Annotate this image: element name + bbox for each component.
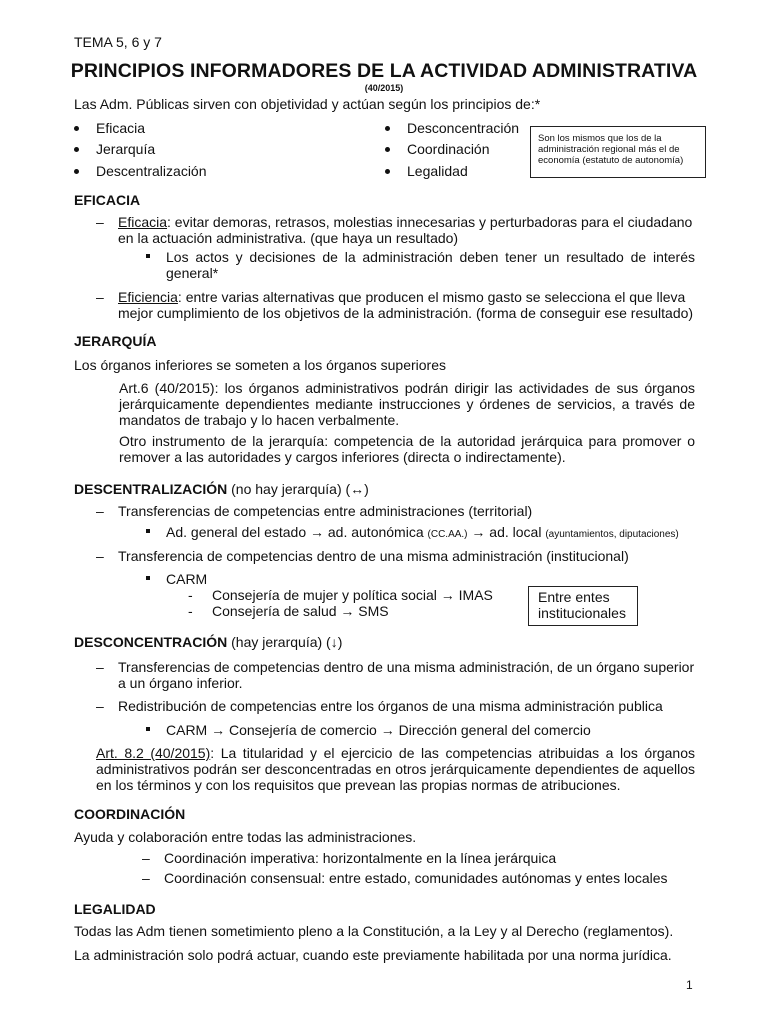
dash-marker: –: [142, 870, 150, 886]
list-item: – Eficiencia: entre varias alternativas que producen el mismo gasto se selecciona el que lleva mejor cumplimiento de los objetivos de la administración. (forma de conseguir ese resultado): [96, 289, 694, 321]
sub-sub-list-item: - Consejería de salud → SMS: [188, 603, 389, 619]
principle-item: Descentralización: [74, 163, 274, 179]
sub-list-item: CARM → Consejería de comercio → Dirección general del comercio: [146, 722, 695, 738]
section-heading-desconcentracion: DESCONCENTRACIÓN (hay jerarquía) (↓): [74, 634, 343, 650]
sub-list-item: CARM: [146, 571, 446, 587]
dash-marker: –: [96, 548, 104, 564]
square-bullet-icon: [146, 529, 150, 533]
principle-item: Eficacia: [74, 120, 274, 136]
section-heading-legalidad: LEGALIDAD: [74, 901, 156, 917]
list-item: – Coordinación consensual: entre estado, comunidades autónomas y entes locales: [142, 870, 668, 886]
sub-list-item: Los actos y decisiones de la administración deben tener un resultado de interés general*: [146, 249, 695, 283]
bullet-icon: [385, 169, 390, 174]
sub-list-item: Ad. general del estado → ad. autonómica (CC.AA.) → ad. local (ayuntamientos, diputaciones): [146, 524, 716, 540]
dash-marker: –: [96, 503, 104, 519]
dash-marker: –: [142, 850, 150, 866]
intro-text: Las Adm. Públicas sirven con objetividad y actúan según los principios de:*: [74, 96, 541, 112]
document-subtitle: (40/2015): [364, 83, 404, 93]
dash-marker: –: [96, 698, 104, 714]
note-box: Entre entes institucionales: [528, 586, 638, 626]
square-bullet-icon: [146, 576, 150, 580]
section-heading-descentralizacion: DESCENTRALIZACIÓN (no hay jerarquía) (↔): [74, 481, 369, 497]
paragraph: Art. 8.2 (40/2015): La titularidad y el ejercicio de las competencias atribuidas a los órganos administrativos podrán ser desconcentradas en otros jerárquicamente dependientes de aquellos en los términos y con los requisitos que prevean las propias normas de atribuciones.: [96, 745, 696, 793]
bullet-icon: [385, 126, 390, 131]
hyphen-marker: -: [188, 603, 193, 619]
square-bullet-icon: [146, 254, 150, 258]
list-item: – Transferencia de competencias dentro de una misma administración (institucional): [96, 548, 629, 564]
note-box: Son los mismos que los de la administración regional más el de economía (estatuto de autonomía): [530, 126, 706, 178]
list-item: – Eficacia: evitar demoras, retrasos, molestias innecesarias y perturbadoras para el ciudadano en la actuación administrativa. (que haya un resultado): [96, 214, 693, 246]
list-item: – Transferencias de competencias dentro de una misma administración, de un órgano superior a un órgano inferior.: [96, 659, 695, 691]
page-number: 1: [686, 978, 693, 992]
paragraph: Todas las Adm tienen sometimiento pleno a la Constitución, a la Ley y al Derecho (reglamentos).: [74, 923, 674, 939]
dash-marker: –: [96, 214, 104, 230]
dash-marker: –: [96, 659, 104, 675]
bullet-icon: [74, 169, 79, 174]
paragraph: Otro instrumento de la jerarquía: competencia de la autoridad jerárquica para promover o remover a las autoridades y cargos inferiores (directa o indirectamente).: [119, 433, 695, 465]
hyphen-marker: -: [188, 587, 193, 603]
list-item: – Transferencias de competencias entre administraciones (territorial): [96, 503, 533, 519]
section-heading-coordinacion: COORDINACIÓN: [74, 806, 186, 822]
list-item: – Coordinación imperativa: horizontalmente en la línea jerárquica: [142, 850, 557, 866]
square-bullet-icon: [146, 727, 150, 731]
principle-item: Legalidad: [385, 163, 525, 179]
document-header: TEMA 5, 6 y 7: [74, 34, 162, 50]
bullet-icon: [74, 126, 79, 131]
sub-sub-list-item: - Consejería de mujer y política social → IMAS: [188, 587, 493, 603]
section-heading-eficacia: EFICACIA: [74, 192, 141, 208]
principle-item: Desconcentración: [385, 120, 525, 136]
paragraph: Ayuda y colaboración entre todas las administraciones.: [74, 829, 417, 845]
paragraph: Art.6 (40/2015): los órganos administrativos podrán dirigir las actividades de sus órganos jerárquicamente dependientes mediante instrucciones y órdenes de servicios, a través de mandatos de trabajo y lo hacen verbalmente.: [119, 380, 695, 428]
bullet-icon: [74, 147, 79, 152]
paragraph: La administración solo podrá actuar, cuando este previamente habilitada por una norma jurídica.: [74, 947, 672, 963]
dash-marker: –: [96, 289, 104, 305]
principle-item: Jerarquía: [74, 141, 274, 157]
document-title: PRINCIPIOS INFORMADORES DE LA ACTIVIDAD ADMINISTRATIVA: [70, 60, 698, 82]
bullet-icon: [385, 147, 390, 152]
principle-item: Coordinación: [385, 141, 525, 157]
paragraph: Los órganos inferiores se someten a los órganos superiores: [74, 357, 446, 373]
section-heading-jerarquia: JERARQUÍA: [74, 333, 157, 349]
list-item: – Redistribución de competencias entre los órganos de una misma administración publica: [96, 698, 663, 714]
